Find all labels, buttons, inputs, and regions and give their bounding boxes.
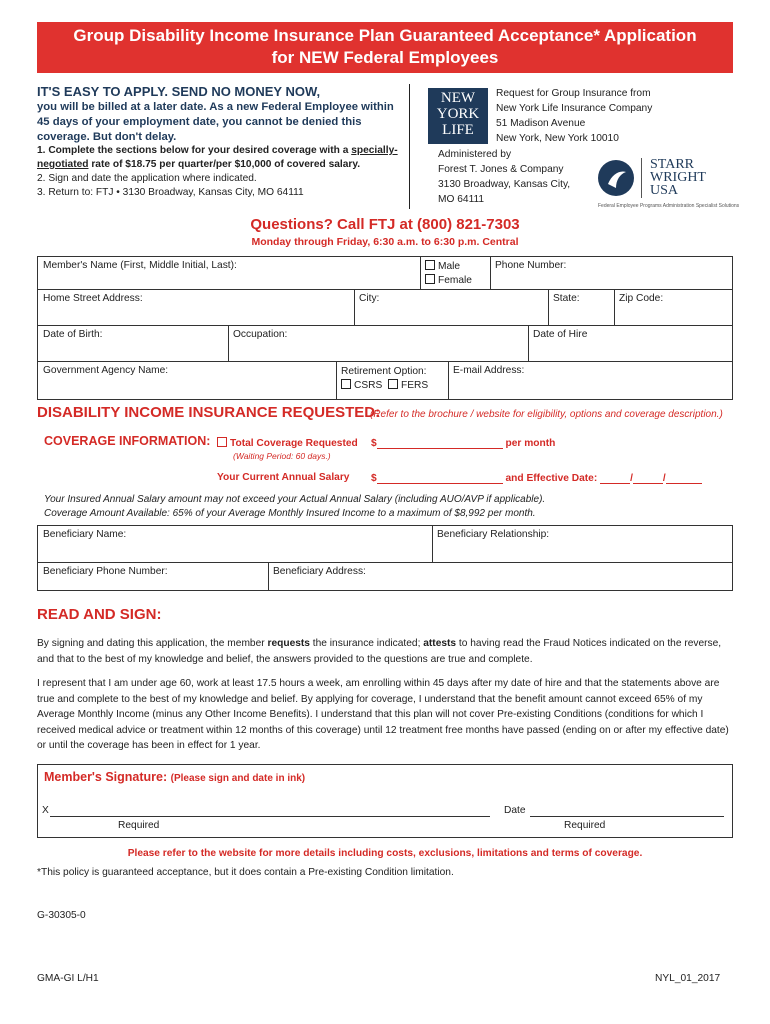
step1-suffix: rate of $18.75 per quarter/per $10,000 of covered salary. xyxy=(88,159,361,170)
phone-label: Phone Number: xyxy=(495,260,567,271)
fers-checkbox[interactable] xyxy=(388,379,398,389)
p1-requests: requests xyxy=(267,638,310,649)
salary-note-2: Coverage Amount Available: 65% of your Average Monthly Insured Income to a maximum of $8,992 per month. xyxy=(44,508,536,519)
signature-heading-text: Member's Signature: xyxy=(44,770,168,784)
dollar-sign: $ xyxy=(371,438,377,449)
footer-left-code: GMA-GI L/H1 xyxy=(37,973,99,984)
request-line-3: 51 Madison Avenue xyxy=(496,118,586,129)
beneficiary-name-label: Beneficiary Name: xyxy=(43,529,127,540)
p1-attests: attests xyxy=(423,638,457,649)
date-required: Required xyxy=(564,820,606,831)
title-line-2: for NEW Federal Employees xyxy=(271,48,499,67)
street-label: Home Street Address: xyxy=(43,293,143,304)
male-checkbox[interactable] xyxy=(425,260,435,270)
starr-line-1: STARR xyxy=(650,157,695,172)
intro-body: you will be billed at a later date. As a new Federal Employee within 45 days of your employment date, you cannot be denied this coverage. But don't delay. xyxy=(37,101,394,143)
annual-salary-input[interactable] xyxy=(371,472,702,484)
coverage-heading: COVERAGE INFORMATION: xyxy=(44,434,211,448)
per-month-label: per month xyxy=(505,438,556,449)
date-line[interactable] xyxy=(530,816,724,817)
retirement-field xyxy=(336,362,448,399)
female-option[interactable] xyxy=(425,274,485,288)
agency-label: Government Agency Name: xyxy=(43,365,169,376)
signature-x: X xyxy=(42,805,49,816)
beneficiary-grid xyxy=(37,525,733,591)
street-field[interactable] xyxy=(38,290,354,325)
coverage-amount-line xyxy=(377,437,503,449)
insurer-address xyxy=(496,86,652,146)
gender-options xyxy=(420,257,490,289)
male-option[interactable] xyxy=(425,260,485,274)
beneficiary-phone-label: Beneficiary Phone Number: xyxy=(43,566,168,577)
retirement-label: Retirement Option: xyxy=(341,366,427,377)
starr-tagline: Federal Employee Programs Administration Specialist Solutions xyxy=(598,203,740,209)
hire-date-field[interactable] xyxy=(528,326,732,361)
intro-heading: IT'S EASY TO APPLY. SEND NO MONEY NOW, xyxy=(37,84,321,99)
agency-field[interactable] xyxy=(38,362,336,399)
email-label: E-mail Address: xyxy=(453,365,525,376)
year-line xyxy=(666,472,702,484)
member-name-label: Member's Name (First, Middle Initial, Last): xyxy=(43,260,237,271)
zip-label: Zip Code: xyxy=(619,293,664,304)
waiting-period: (Waiting Period: 60 days.) xyxy=(233,451,331,461)
date-slash: / xyxy=(662,473,666,484)
guarantee-footnote: *This policy is guaranteed acceptance, but it does contain a Pre-existing Condition limitation. xyxy=(37,867,454,878)
title-line-1: Group Disability Income Insurance Plan Guaranteed Acceptance* Application xyxy=(73,26,697,45)
city-field[interactable] xyxy=(354,290,548,325)
signature-required: Required xyxy=(118,820,160,831)
coverage-amount-input[interactable] xyxy=(371,437,555,449)
step2: 2. Sign and date the application where indicated. xyxy=(37,173,257,184)
logo-line-2: YORK xyxy=(436,106,480,122)
total-coverage-row xyxy=(217,437,358,449)
logo-line-1: NEW xyxy=(440,90,476,106)
step3: 3. Return to: FTJ • 3130 Broadway, Kansas City, MO 64111 xyxy=(37,187,304,198)
disability-note: (Refer to the brochure / website for eligibility, options and coverage description.) xyxy=(370,409,723,420)
signature-note: (Please sign and date in ink) xyxy=(170,773,306,784)
female-label: Female xyxy=(438,275,472,286)
title-banner xyxy=(37,22,733,73)
state-field[interactable] xyxy=(548,290,614,325)
intro-steps xyxy=(37,144,407,200)
admin-line-3: 3130 Broadway, Kansas City, xyxy=(438,179,571,190)
phone-field[interactable] xyxy=(490,257,732,289)
logo-separator xyxy=(641,158,642,198)
dob-field[interactable] xyxy=(38,326,228,361)
effective-date-label: and Effective Date: xyxy=(505,473,598,484)
representation-paragraph: I represent that I am under age 60, work at least 17.5 hours a week, am enrolling within 45 days after my date of hire and that the statements above are true and complete to the best of my knowledge and belief. By applying for coverage, I understand that the benefit amount cannot exceed 65% of my Average Monthly Income (minus any Other Income Benefits). I understand that this plan will not cover Pre-existing Conditions (conditions for which I received medical advice or treatment within 12 months of this coverage) until 12 treatment free months have passed (ending on or after my effective date) or until the coverage has been in effect for 1 year. xyxy=(37,678,729,751)
occupation-field[interactable] xyxy=(228,326,528,361)
questions-hours: Monday through Friday, 6:30 a.m. to 6:30 p.m. Central xyxy=(251,236,519,248)
starr-wright-logo-text xyxy=(650,158,706,197)
signature-heading xyxy=(44,770,305,784)
attestation-paragraph xyxy=(37,636,731,667)
dob-label: Date of Birth: xyxy=(43,329,103,340)
admin-line-1: Administered by xyxy=(438,149,512,160)
starr-line-2: WRIGHT xyxy=(650,170,706,185)
total-coverage-checkbox[interactable] xyxy=(217,437,227,447)
beneficiary-phone-field[interactable] xyxy=(38,563,268,590)
request-line-4: New York, New York 10010 xyxy=(496,133,619,144)
member-name-field[interactable] xyxy=(38,257,420,289)
email-field[interactable] xyxy=(448,362,732,399)
beneficiary-relationship-label: Beneficiary Relationship: xyxy=(437,529,550,540)
salary-notes xyxy=(44,493,724,521)
signature-box xyxy=(37,764,733,838)
admin-line-4: MO 64111 xyxy=(438,194,485,205)
zip-field[interactable] xyxy=(614,290,732,325)
occupation-label: Occupation: xyxy=(233,329,288,340)
salary-note-1: Your Insured Annual Salary amount may not exceed your Actual Annual Salary (including AUO/AVP if applicable). xyxy=(44,494,546,505)
signature-line[interactable] xyxy=(50,816,490,817)
male-label: Male xyxy=(438,261,461,272)
administrator-address xyxy=(438,147,570,207)
p1-part: to having read the Fraud Notices indicated on the reverse, and that to the best of my knowledge and belief, the answers provided to the questions are true and complete. xyxy=(37,638,722,665)
beneficiary-address-field[interactable] xyxy=(268,563,732,590)
starr-line-3: USA xyxy=(650,183,679,198)
day-line xyxy=(633,472,663,484)
beneficiary-address-label: Beneficiary Address: xyxy=(273,566,366,577)
form-number: G-30305-0 xyxy=(37,910,86,921)
beneficiary-relationship-field[interactable] xyxy=(432,526,732,562)
city-label: City: xyxy=(359,293,380,304)
member-info-grid xyxy=(37,256,733,400)
starr-wright-logo-icon xyxy=(598,160,634,196)
admin-line-2: Forest T. Jones & Company xyxy=(438,164,564,175)
step1-underlined: specially-negotiated xyxy=(37,145,398,170)
csrs-checkbox[interactable] xyxy=(341,379,351,389)
divider xyxy=(409,84,410,209)
state-label: State: xyxy=(553,293,580,304)
total-coverage-label: Total Coverage Requested xyxy=(230,438,358,449)
csrs-label: CSRS xyxy=(354,380,383,391)
salary-line xyxy=(377,472,503,484)
date-slash: / xyxy=(630,473,633,484)
date-label: Date xyxy=(504,805,526,816)
beneficiary-name-field[interactable] xyxy=(38,526,432,562)
new-york-life-logo xyxy=(428,88,488,144)
questions-phone: Questions? Call FTJ at (800) 821-7303 xyxy=(250,216,520,233)
hire-date-label: Date of Hire xyxy=(533,329,588,340)
p1-part: By signing and dating this application, the member xyxy=(37,638,268,649)
female-checkbox[interactable] xyxy=(425,274,435,284)
p1-part: the insurance indicated; xyxy=(309,638,424,649)
fers-label: FERS xyxy=(400,380,429,391)
read-and-sign-heading: READ AND SIGN: xyxy=(37,606,162,623)
request-line-1: Request for Group Insurance from xyxy=(496,88,651,99)
dollar-sign: $ xyxy=(371,473,377,484)
annual-salary-label: Your Current Annual Salary xyxy=(217,472,350,483)
step1-prefix: 1. Complete the sections below for your desired coverage with a xyxy=(37,145,352,156)
request-line-2: New York Life Insurance Company xyxy=(496,103,653,114)
disability-heading: DISABILITY INCOME INSURANCE REQUESTED: xyxy=(37,404,381,421)
logo-line-3: LIFE xyxy=(442,122,474,138)
website-notice: Please refer to the website for more details including costs, exclusions, limitations and terms of coverage. xyxy=(127,848,643,859)
month-line xyxy=(600,472,630,484)
footer-right-code: NYL_01_2017 xyxy=(655,973,721,984)
